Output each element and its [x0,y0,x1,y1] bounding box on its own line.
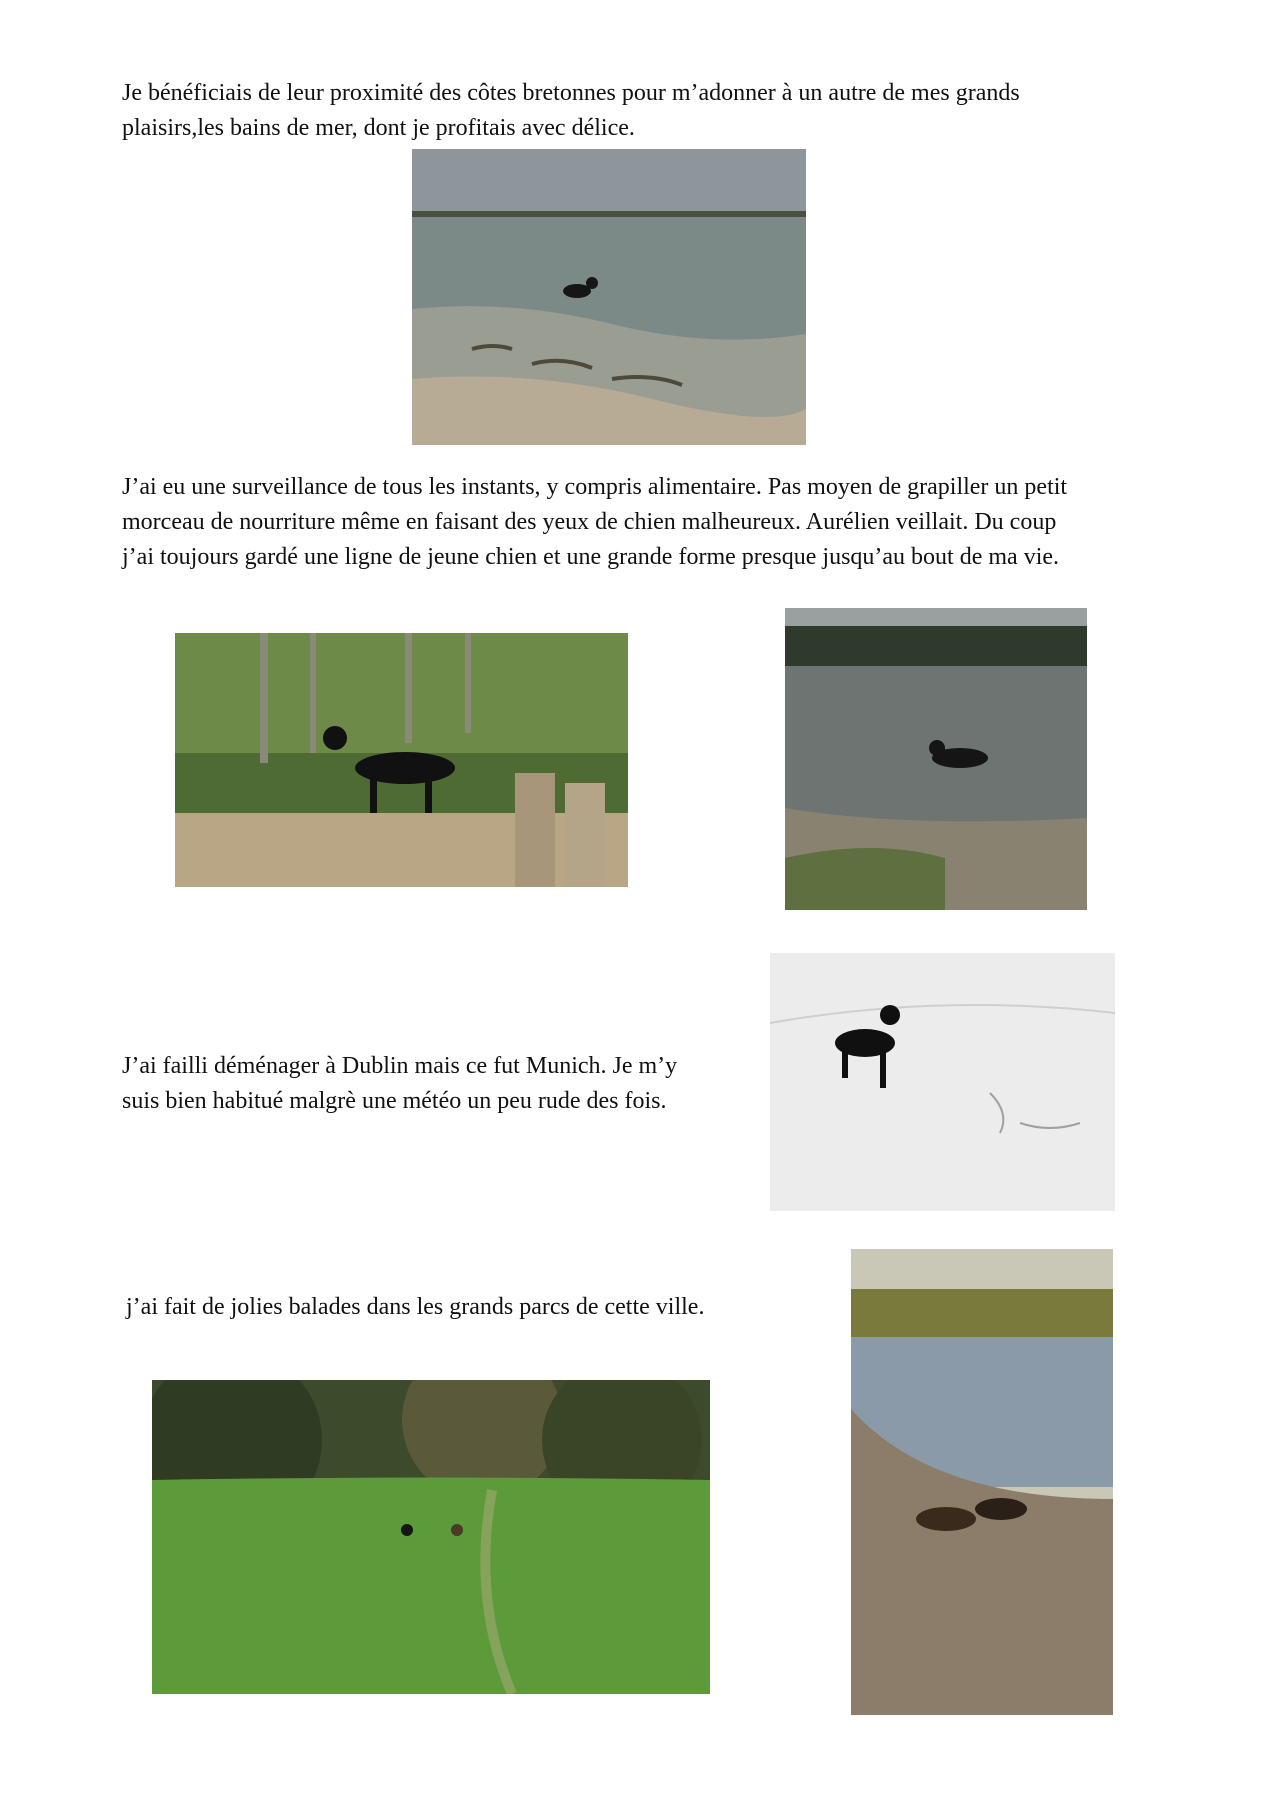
photo-lake-shore-dogs [851,1249,1113,1715]
paragraph-parks: j’ai fait de jolies balades dans les grands parcs de cette ville. [126,1294,705,1320]
paragraph-surveillance: J’ai eu une surveillance de tous les instants, y compris alimentaire. Pas moyen de grapiller un petit morceau de nourriture même en faisant des yeux de chien malheureux. Aurélien veillait. Du coup j’ai toujours gardé une ligne de jeune chien et une grande forme presque jusqu’au bout de ma vie. [122,474,1068,570]
photo-beach-dog-swimming [412,149,806,445]
photo-park-meadow-dogs [152,1380,710,1694]
photo-dog-in-snow [770,953,1115,1211]
photo-dog-on-logs-forest [175,633,628,887]
photo-dog-jumping-lake [785,608,1087,910]
paragraph-munich: J’ai failli déménager à Dublin mais ce fut Munich. Je m’y suis bien habitué malgrè une météo un peu rude des fois. [122,1053,678,1114]
paragraph-sea-bathing: Je bénéficiais de leur proximité des côtes bretonnes pour m’adonner à un autre de mes grands plaisirs,les bains de mer, dont je profitais avec délice. [122,80,1020,141]
